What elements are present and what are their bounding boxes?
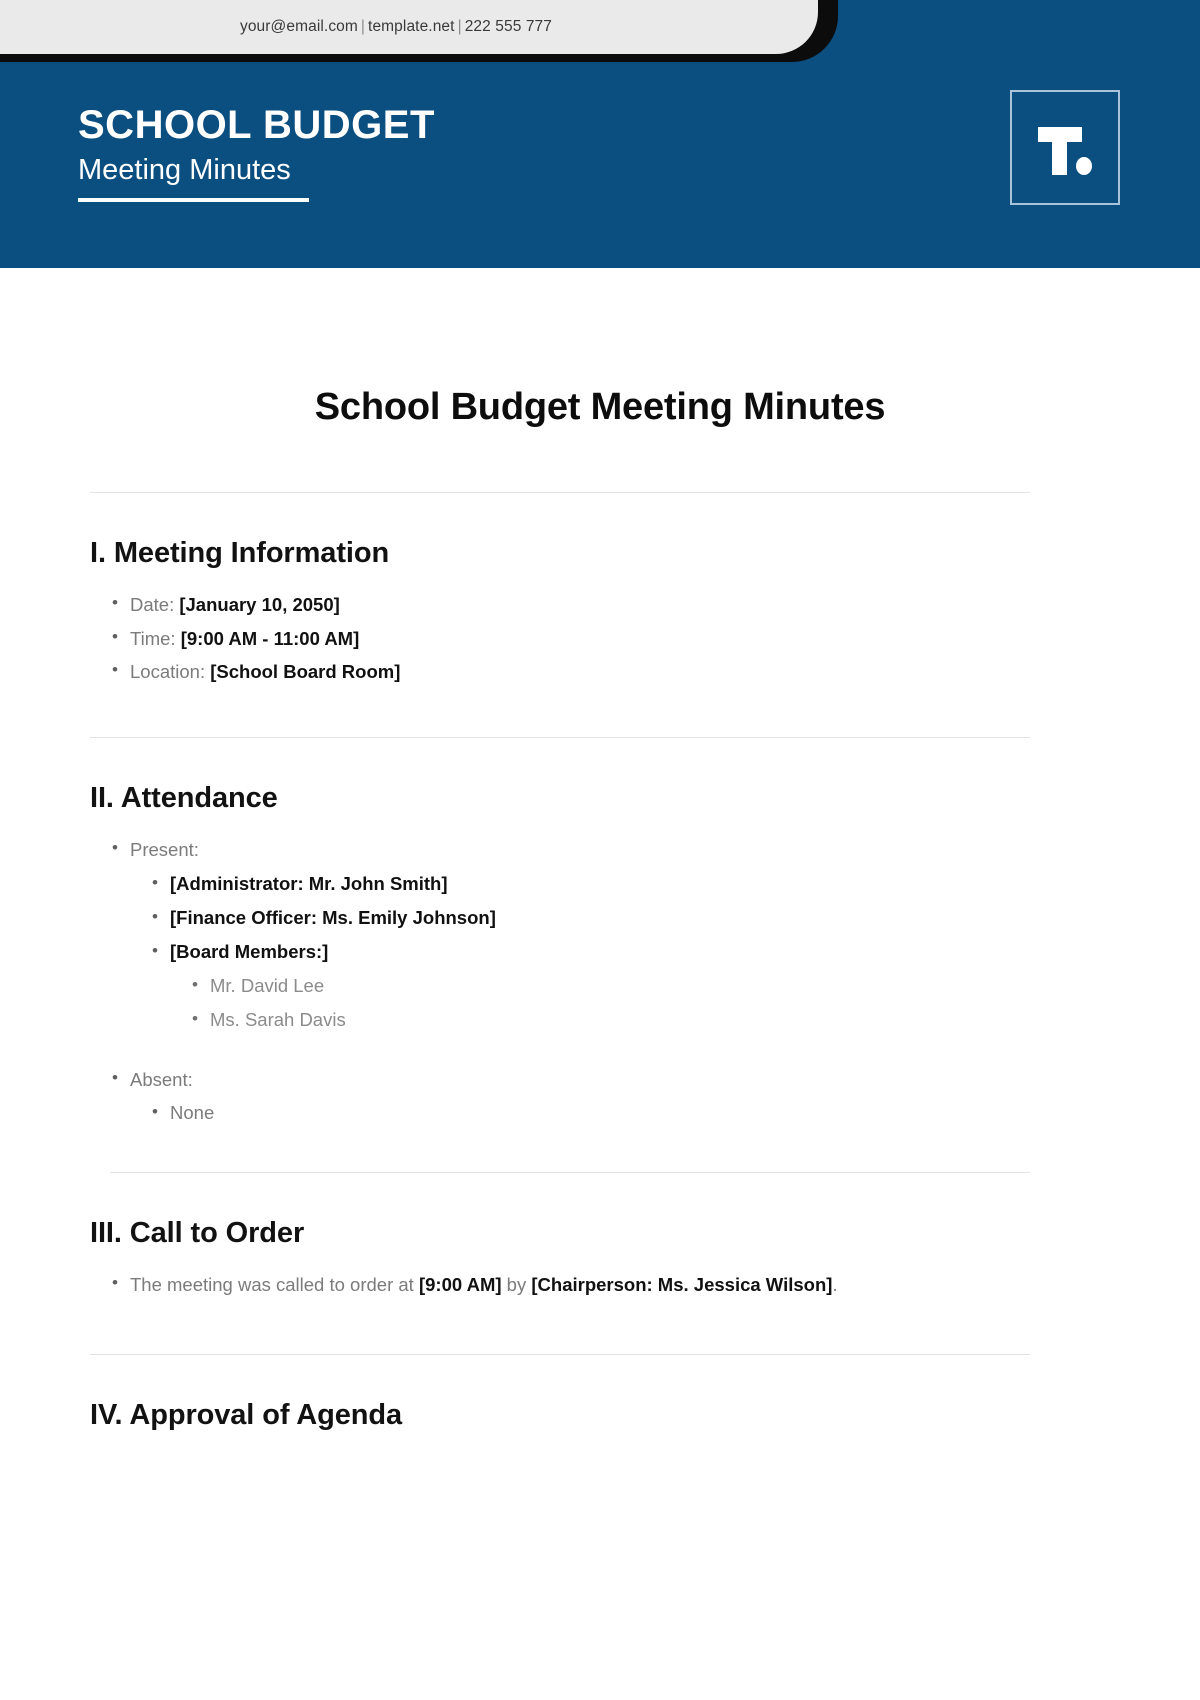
list-item xyxy=(112,588,1110,622)
section-heading-attendance: II. Attendance xyxy=(90,781,278,814)
document-body xyxy=(0,386,1200,1432)
logo-dot-icon xyxy=(1076,157,1092,175)
section-meeting-information xyxy=(90,493,1110,689)
contact-phone[interactable]: 222 555 777 xyxy=(464,18,552,35)
present-board-members-label: [Board Members:] xyxy=(170,940,329,962)
list-item xyxy=(112,655,1110,689)
attendance-present-label: Present: xyxy=(130,838,199,860)
contact-bar-region xyxy=(0,0,1200,62)
list-item xyxy=(152,935,1110,1037)
list-item: • Ms. Sarah Davis xyxy=(192,1003,1110,1037)
meeting-information-list xyxy=(90,588,1110,689)
logo-t-stem xyxy=(1052,127,1067,175)
contact-separator-1: | xyxy=(360,18,366,35)
list-item xyxy=(152,901,1110,935)
section-heading-meeting-information: I. Meeting Information xyxy=(90,537,390,569)
meeting-info-label-location: Location: xyxy=(130,661,206,683)
contact-website[interactable]: template.net xyxy=(368,18,455,35)
list-item-present xyxy=(112,833,1110,1037)
call-to-order-time: [9:00 AM] xyxy=(418,1274,502,1296)
attendance-absent-label: Absent: xyxy=(130,1068,193,1090)
list-item xyxy=(112,1268,932,1302)
board-members-sublist xyxy=(170,969,1110,1037)
call-to-order-text-1: The meeting was called to order at xyxy=(130,1274,419,1296)
meeting-info-value-time: [9:00 AM - 11:00 AM] xyxy=(180,627,360,649)
list-item xyxy=(112,622,1110,656)
header-title-group xyxy=(78,104,435,202)
call-to-order-text-2: by xyxy=(501,1274,532,1296)
section-heading-approval-of-agenda: IV. Approval of Agenda xyxy=(90,1399,403,1432)
list-gap xyxy=(90,1037,1110,1063)
present-sublist xyxy=(130,867,1110,1037)
absent-list xyxy=(90,1063,1110,1131)
section-approval-of-agenda xyxy=(90,1355,1110,1432)
contact-bar-text xyxy=(240,18,552,36)
meeting-info-label-date: Date: xyxy=(130,594,175,615)
list-item: • Mr. David Lee xyxy=(192,969,1110,1003)
brand-logo xyxy=(1010,90,1120,205)
letter-t-icon xyxy=(1036,117,1094,179)
list-item xyxy=(152,867,1110,901)
present-finance-officer: [Finance Officer: Ms. Emily Johnson] xyxy=(170,906,496,928)
contact-separator-2: | xyxy=(457,18,462,35)
section-attendance xyxy=(90,738,1110,1131)
call-to-order-text-3: . xyxy=(832,1274,838,1296)
meeting-info-label-time: Time: xyxy=(130,627,176,649)
meeting-info-value-date: [January 10, 2050] xyxy=(179,594,340,615)
contact-email[interactable]: your@email.com xyxy=(239,18,358,35)
contact-bar xyxy=(0,0,818,54)
header-subtitle: Meeting Minutes xyxy=(78,152,309,202)
present-administrator: [Administrator: Mr. John Smith] xyxy=(170,872,448,894)
section-call-to-order xyxy=(90,1173,1110,1302)
list-item: • None xyxy=(152,1096,1110,1130)
header-title: SCHOOL BUDGET xyxy=(78,103,435,147)
list-item-absent xyxy=(112,1063,1110,1131)
call-to-order-list xyxy=(90,1268,1110,1302)
call-to-order-chairperson: [Chairperson: Ms. Jessica Wilson] xyxy=(531,1274,833,1296)
attendance-list xyxy=(90,833,1110,1037)
meeting-info-value-location: [School Board Room] xyxy=(210,661,401,683)
document-header-banner xyxy=(0,62,1200,268)
section-heading-call-to-order: III. Call to Order xyxy=(90,1217,305,1250)
page-title: School Budget Meeting Minutes xyxy=(314,386,886,428)
absent-sublist xyxy=(130,1096,1110,1130)
